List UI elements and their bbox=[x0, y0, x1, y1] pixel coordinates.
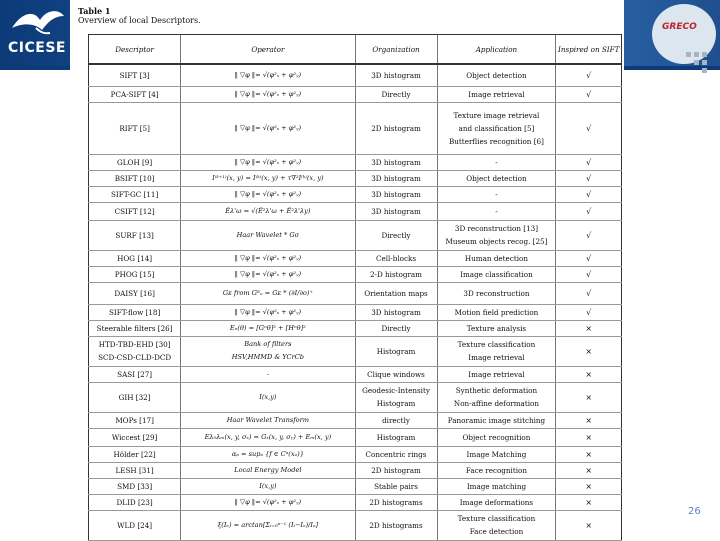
table-header-row bbox=[89, 35, 622, 65]
descriptors-table bbox=[88, 34, 622, 541]
application-cell-line: Face detection bbox=[469, 527, 524, 536]
operator-cell-line: Haar Wavelet Transform bbox=[226, 415, 310, 424]
decorative-squares bbox=[686, 52, 716, 82]
column-header: Operator bbox=[181, 35, 355, 65]
operator-cell-line: - bbox=[266, 369, 269, 378]
organization-cell bbox=[355, 282, 437, 304]
table-row bbox=[89, 320, 622, 336]
application-cell-line: Human detection bbox=[464, 253, 528, 263]
sift-mark-cell: √ bbox=[556, 86, 622, 102]
operator-cell-line: ‖ ▽φ ‖= √(φ²ₓ + φ²ᵧ) bbox=[234, 307, 302, 316]
operator-cell bbox=[181, 320, 355, 336]
organization-cell-line: 3D histogram bbox=[371, 157, 421, 167]
descriptor-cell-line: HOG [14] bbox=[117, 253, 153, 263]
descriptor-cell-line: SIFT-flow [18] bbox=[108, 307, 161, 317]
operator-cell-line: Gᴇ from Gᴱₒ = Gᴇ * (∂I/∂o)⁺ bbox=[222, 288, 313, 297]
operator-cell bbox=[181, 382, 355, 412]
application-cell bbox=[437, 446, 556, 462]
table-row bbox=[89, 170, 622, 186]
descriptor-cell bbox=[89, 462, 181, 478]
application-cell-line: Image retrieval bbox=[468, 353, 525, 362]
organization-cell-line: Cell-blocks bbox=[375, 253, 417, 263]
descriptor-cell bbox=[89, 478, 181, 494]
application-cell bbox=[437, 282, 556, 304]
operator-cell-line: ‖ ▽φ ‖= √(φ²ₓ + φ²ᵧ) bbox=[234, 253, 302, 262]
application-cell-line: Image retrieval bbox=[468, 89, 525, 99]
descriptor-cell-line: DLID [23] bbox=[116, 497, 153, 507]
operator-cell bbox=[181, 186, 355, 202]
organization-cell bbox=[355, 382, 437, 412]
column-header: Descriptor bbox=[89, 35, 181, 65]
operator-cell-line: ‖ ▽φ ‖= √(φ²ₓ + φ²ᵧ) bbox=[234, 497, 302, 506]
organization-cell-line: Directly bbox=[381, 230, 411, 240]
application-cell bbox=[437, 266, 556, 282]
application-cell bbox=[437, 412, 556, 428]
descriptor-cell-line: HTD-TBD-EHD [30] bbox=[98, 340, 171, 349]
application-cell-line: Texture image retrieval bbox=[453, 110, 540, 120]
descriptor-cell bbox=[89, 428, 181, 446]
operator-cell bbox=[181, 304, 355, 320]
sift-mark-cell: √ bbox=[556, 220, 622, 250]
organization-cell bbox=[355, 478, 437, 494]
organization-cell-line: Histogram bbox=[376, 399, 416, 408]
application-cell bbox=[437, 478, 556, 494]
operator-cell bbox=[181, 494, 355, 510]
operator-cell bbox=[181, 478, 355, 494]
operator-cell bbox=[181, 202, 355, 220]
organization-cell bbox=[355, 266, 437, 282]
organization-cell-line: Clique windows bbox=[367, 369, 425, 379]
cicese-logo-text: CICESE bbox=[8, 40, 66, 56]
descriptor-cell-line: LESH [31] bbox=[115, 465, 154, 475]
operator-cell-line: Ẽλ'ω = √(Ẽ²λ'ω + Ẽ²λ'λy) bbox=[225, 206, 311, 215]
descriptor-cell-line: Wiccest [29] bbox=[111, 432, 158, 442]
organization-cell-line: 2-D histogram bbox=[369, 269, 423, 279]
descriptor-cell-line: MOPs [17] bbox=[115, 415, 154, 425]
cicese-logo bbox=[4, 4, 70, 62]
application-cell-line: Image Matching bbox=[466, 449, 527, 459]
descriptor-cell bbox=[89, 64, 181, 86]
operator-cell-line: Eλ₀λₘ(x, y, σₓ) = Gₓ(x, y, σᵧ) + Eₘ(x, y) bbox=[204, 432, 332, 441]
descriptor-cell-line: DAISY [16] bbox=[114, 288, 155, 298]
operator-cell bbox=[181, 250, 355, 266]
application-cell-line: Texture classification bbox=[457, 340, 536, 349]
operator-cell bbox=[181, 86, 355, 102]
application-cell-line: Image deformations bbox=[459, 497, 534, 507]
operator-cell bbox=[181, 220, 355, 250]
table-body bbox=[89, 64, 622, 540]
table-title: Overview of local Descriptors. bbox=[78, 16, 201, 25]
application-cell-line: Object detection bbox=[466, 70, 527, 80]
application-cell bbox=[437, 428, 556, 446]
application-cell bbox=[437, 250, 556, 266]
organization-cell bbox=[355, 154, 437, 170]
operator-cell-line: ‖ ▽φ ‖= √(φ²ₓ + φ²ᵧ) bbox=[234, 70, 302, 79]
application-cell-line: 3D reconstruction bbox=[463, 288, 530, 298]
operator-cell bbox=[181, 412, 355, 428]
table-row bbox=[89, 304, 622, 320]
sift-mark-cell: √ bbox=[556, 186, 622, 202]
table-row bbox=[89, 494, 622, 510]
application-cell bbox=[437, 102, 556, 154]
descriptor-cell-line: SASI [27] bbox=[117, 369, 153, 379]
sift-mark-cell: × bbox=[556, 366, 622, 382]
organization-cell bbox=[355, 102, 437, 154]
table-row bbox=[89, 336, 622, 366]
operator-cell bbox=[181, 102, 355, 154]
organization-cell bbox=[355, 304, 437, 320]
sift-mark-cell: √ bbox=[556, 102, 622, 154]
table-row bbox=[89, 102, 622, 154]
greco-logo-text: GRECO bbox=[662, 22, 697, 32]
descriptor-cell-line: GIH [32] bbox=[118, 392, 151, 402]
descriptor-cell-line: BSIFT [10] bbox=[114, 173, 155, 183]
application-cell-line: Object recognition bbox=[462, 432, 531, 442]
application-cell bbox=[437, 304, 556, 320]
table-row bbox=[89, 250, 622, 266]
application-cell-line: Synthetic deformation bbox=[455, 386, 538, 395]
sift-mark-cell: × bbox=[556, 446, 622, 462]
sift-mark-cell: × bbox=[556, 462, 622, 478]
application-cell-line: Butterflies recognition [6] bbox=[449, 136, 544, 146]
application-cell-line: Motion field prediction bbox=[454, 307, 539, 317]
table-row bbox=[89, 478, 622, 494]
descriptor-cell-line: Hölder [22] bbox=[113, 449, 156, 459]
descriptor-cell bbox=[89, 86, 181, 102]
operator-cell-line: I⁽ᵏ⁺¹⁾(x, y) = I⁽ᵏ⁾(x, y) + τ∇²I⁽ᵏ⁾(x, y) bbox=[212, 173, 324, 182]
sift-mark-cell: × bbox=[556, 510, 622, 540]
application-cell bbox=[437, 186, 556, 202]
descriptor-cell-line: WLD [24] bbox=[117, 520, 153, 530]
application-cell bbox=[437, 462, 556, 478]
page-number: 26 bbox=[688, 506, 701, 517]
sift-mark-cell: √ bbox=[556, 266, 622, 282]
descriptor-cell-line: SMD [33] bbox=[117, 481, 153, 491]
organization-cell-line: 3D histogram bbox=[371, 173, 421, 183]
organization-cell-line: Geodesic-Intensity bbox=[362, 386, 430, 395]
application-cell bbox=[437, 86, 556, 102]
application-cell bbox=[437, 336, 556, 366]
descriptor-cell bbox=[89, 446, 181, 462]
operator-cell bbox=[181, 510, 355, 540]
application-cell bbox=[437, 382, 556, 412]
sift-mark-cell: √ bbox=[556, 202, 622, 220]
operator-cell bbox=[181, 170, 355, 186]
operator-cell-line: I(x,y) bbox=[259, 481, 277, 490]
table-row bbox=[89, 282, 622, 304]
table-row bbox=[89, 382, 622, 412]
operator-cell bbox=[181, 428, 355, 446]
operator-cell-line: αₚ = supₐ {f ∈ Cᵃ(xₒ)} bbox=[231, 449, 304, 458]
descriptor-cell bbox=[89, 266, 181, 282]
application-cell-line: - bbox=[495, 206, 498, 216]
organization-cell-line: directly bbox=[382, 415, 410, 425]
application-cell-line: Image retrieval bbox=[468, 369, 525, 379]
organization-cell bbox=[355, 494, 437, 510]
descriptor-cell-line: PHOG [15] bbox=[114, 269, 155, 279]
application-cell bbox=[437, 202, 556, 220]
organization-cell bbox=[355, 428, 437, 446]
sift-mark-cell: × bbox=[556, 336, 622, 366]
descriptor-cell bbox=[89, 304, 181, 320]
application-cell bbox=[437, 494, 556, 510]
operator-cell bbox=[181, 462, 355, 478]
table-row bbox=[89, 446, 622, 462]
descriptor-cell-line: RIFT [5] bbox=[119, 123, 150, 133]
descriptor-cell bbox=[89, 220, 181, 250]
organization-cell-line: 2D histogram bbox=[371, 123, 421, 133]
descriptor-cell bbox=[89, 320, 181, 336]
application-cell-line: Image classification bbox=[460, 269, 533, 279]
operator-cell bbox=[181, 266, 355, 282]
application-cell bbox=[437, 220, 556, 250]
organization-cell bbox=[355, 462, 437, 478]
descriptor-cell bbox=[89, 366, 181, 382]
application-cell bbox=[437, 366, 556, 382]
application-cell-line: 3D reconstruction [13] bbox=[454, 224, 539, 233]
sift-mark-cell: × bbox=[556, 494, 622, 510]
application-cell-line: - bbox=[495, 157, 498, 167]
organization-cell-line: Histogram bbox=[376, 432, 416, 442]
descriptor-cell-line: GLOH [9] bbox=[117, 157, 153, 167]
operator-cell-line: HSV,HMMD & YCrCb bbox=[231, 353, 305, 361]
organization-cell bbox=[355, 412, 437, 428]
sift-mark-cell: √ bbox=[556, 170, 622, 186]
column-header: Organization bbox=[355, 35, 437, 65]
operator-cell bbox=[181, 446, 355, 462]
operator-cell-line: ‖ ▽φ ‖= √(φ²ₓ + φ²ᵧ) bbox=[234, 269, 302, 278]
organization-cell-line: Orientation maps bbox=[364, 288, 428, 298]
application-cell-line: Face recognition bbox=[465, 465, 527, 475]
descriptor-cell bbox=[89, 170, 181, 186]
organization-cell-line: Stable pairs bbox=[374, 481, 418, 491]
descriptor-cell bbox=[89, 250, 181, 266]
application-cell-line: Object detection bbox=[466, 173, 527, 183]
organization-cell bbox=[355, 186, 437, 202]
descriptor-cell bbox=[89, 494, 181, 510]
table-row bbox=[89, 154, 622, 170]
table-row bbox=[89, 366, 622, 382]
descriptor-cell bbox=[89, 510, 181, 540]
application-cell-line: Non-affine deformation bbox=[453, 399, 539, 408]
application-cell-line: Texture analysis bbox=[466, 323, 527, 333]
table-row bbox=[89, 428, 622, 446]
table-row bbox=[89, 462, 622, 478]
descriptor-cell-line: SIFT [3] bbox=[119, 70, 150, 80]
organization-cell bbox=[355, 510, 437, 540]
operator-cell-line: ‖ ▽φ ‖= √(φ²ₓ + φ²ᵧ) bbox=[234, 123, 302, 132]
descriptor-cell bbox=[89, 282, 181, 304]
organization-cell bbox=[355, 336, 437, 366]
organization-cell bbox=[355, 202, 437, 220]
organization-cell-line: Concentric rings bbox=[365, 449, 427, 459]
operator-cell-line: ‖ ▽φ ‖= √(φ²ₓ + φ²ᵧ) bbox=[234, 189, 302, 198]
organization-cell-line: 3D histogram bbox=[371, 189, 421, 199]
operator-cell-line: I(x,y) bbox=[259, 392, 277, 401]
column-header: Inspired on SIFT bbox=[556, 35, 622, 65]
operator-cell bbox=[181, 64, 355, 86]
application-cell-line: and classification [5] bbox=[458, 123, 535, 133]
application-cell-line: Texture classification bbox=[457, 514, 536, 523]
application-cell bbox=[437, 320, 556, 336]
organization-cell-line: Directly bbox=[381, 323, 411, 333]
organization-cell bbox=[355, 64, 437, 86]
table-row bbox=[89, 186, 622, 202]
descriptor-cell bbox=[89, 102, 181, 154]
organization-cell bbox=[355, 170, 437, 186]
descriptor-cell bbox=[89, 412, 181, 428]
sift-mark-cell: × bbox=[556, 478, 622, 494]
operator-cell-line: Local Energy Model bbox=[234, 465, 302, 474]
table-row bbox=[89, 220, 622, 250]
operator-cell bbox=[181, 154, 355, 170]
column-header: Application bbox=[437, 35, 556, 65]
table-row bbox=[89, 510, 622, 540]
operator-cell bbox=[181, 366, 355, 382]
table-row bbox=[89, 64, 622, 86]
organization-cell bbox=[355, 86, 437, 102]
operator-cell-line: ‖ ▽φ ‖= √(φ²ₓ + φ²ᵧ) bbox=[234, 89, 302, 98]
operator-cell-line: ξ(Iₑ) = arctan[Σᵢ₌₀ᵖ⁻¹ (Iᵢ−Iₑ)/Iₑ] bbox=[217, 520, 319, 529]
application-cell bbox=[437, 154, 556, 170]
sift-mark-cell: √ bbox=[556, 154, 622, 170]
organization-cell-line: Histogram bbox=[376, 346, 416, 356]
organization-cell-line: Directly bbox=[381, 89, 411, 99]
sift-mark-cell: × bbox=[556, 320, 622, 336]
operator-cell-line: Haar Wavelet * Gσ bbox=[236, 230, 300, 239]
sift-mark-cell: √ bbox=[556, 282, 622, 304]
organization-cell bbox=[355, 320, 437, 336]
descriptor-cell-line: SURF [13] bbox=[115, 230, 154, 240]
table-row bbox=[89, 86, 622, 102]
organization-cell bbox=[355, 220, 437, 250]
sift-mark-cell: × bbox=[556, 412, 622, 428]
organization-cell-line: 3D histogram bbox=[371, 307, 421, 317]
organization-cell bbox=[355, 250, 437, 266]
table-row bbox=[89, 202, 622, 220]
descriptor-cell bbox=[89, 154, 181, 170]
descriptor-cell bbox=[89, 186, 181, 202]
application-cell bbox=[437, 64, 556, 86]
sift-mark-cell: √ bbox=[556, 304, 622, 320]
descriptor-cell-line: CSIFT [12] bbox=[114, 206, 155, 216]
table-label: Table 1 bbox=[78, 6, 111, 16]
organization-cell-line: 2D histogram bbox=[371, 465, 421, 475]
sift-mark-cell: × bbox=[556, 382, 622, 412]
descriptor-cell bbox=[89, 202, 181, 220]
application-cell-line: - bbox=[495, 189, 498, 199]
descriptor-cell-line: PCA-SIFT [4] bbox=[110, 89, 159, 99]
operator-cell bbox=[181, 282, 355, 304]
descriptor-cell bbox=[89, 336, 181, 366]
table-caption bbox=[78, 6, 201, 26]
descriptor-cell-line: SCD-CSD-CLD-DCD bbox=[98, 353, 172, 362]
table-row bbox=[89, 412, 622, 428]
organization-cell-line: 2D histograms bbox=[369, 520, 423, 530]
operator-cell-line: Bank of filters bbox=[244, 340, 292, 348]
application-cell bbox=[437, 510, 556, 540]
application-cell-line: Museum objects recog. [25] bbox=[445, 237, 548, 246]
table-row bbox=[89, 266, 622, 282]
document-page bbox=[70, 0, 624, 540]
organization-cell-line: 3D histogram bbox=[371, 206, 421, 216]
application-cell bbox=[437, 170, 556, 186]
organization-cell bbox=[355, 446, 437, 462]
sift-mark-cell: × bbox=[556, 428, 622, 446]
descriptor-cell-line: SIFT-GC [11] bbox=[110, 189, 159, 199]
operator-cell-line: Eₙ(θ) = [Gⁿθ]² + [Hⁿθ]² bbox=[229, 323, 306, 332]
organization-cell bbox=[355, 366, 437, 382]
descriptor-cell-line: Steerable filters [26] bbox=[96, 323, 173, 333]
application-cell-line: Panoramic image stitching bbox=[447, 415, 546, 425]
operator-cell bbox=[181, 336, 355, 366]
descriptor-cell bbox=[89, 382, 181, 412]
bird-logo-icon bbox=[10, 6, 66, 38]
organization-cell-line: 2D histograms bbox=[369, 497, 423, 507]
sift-mark-cell: √ bbox=[556, 64, 622, 86]
organization-cell-line: 3D histogram bbox=[371, 70, 421, 80]
operator-cell-line: ‖ ▽φ ‖= √(φ²ₓ + φ²ᵧ) bbox=[234, 157, 302, 166]
sift-mark-cell: √ bbox=[556, 250, 622, 266]
application-cell-line: Image matching bbox=[466, 481, 527, 491]
